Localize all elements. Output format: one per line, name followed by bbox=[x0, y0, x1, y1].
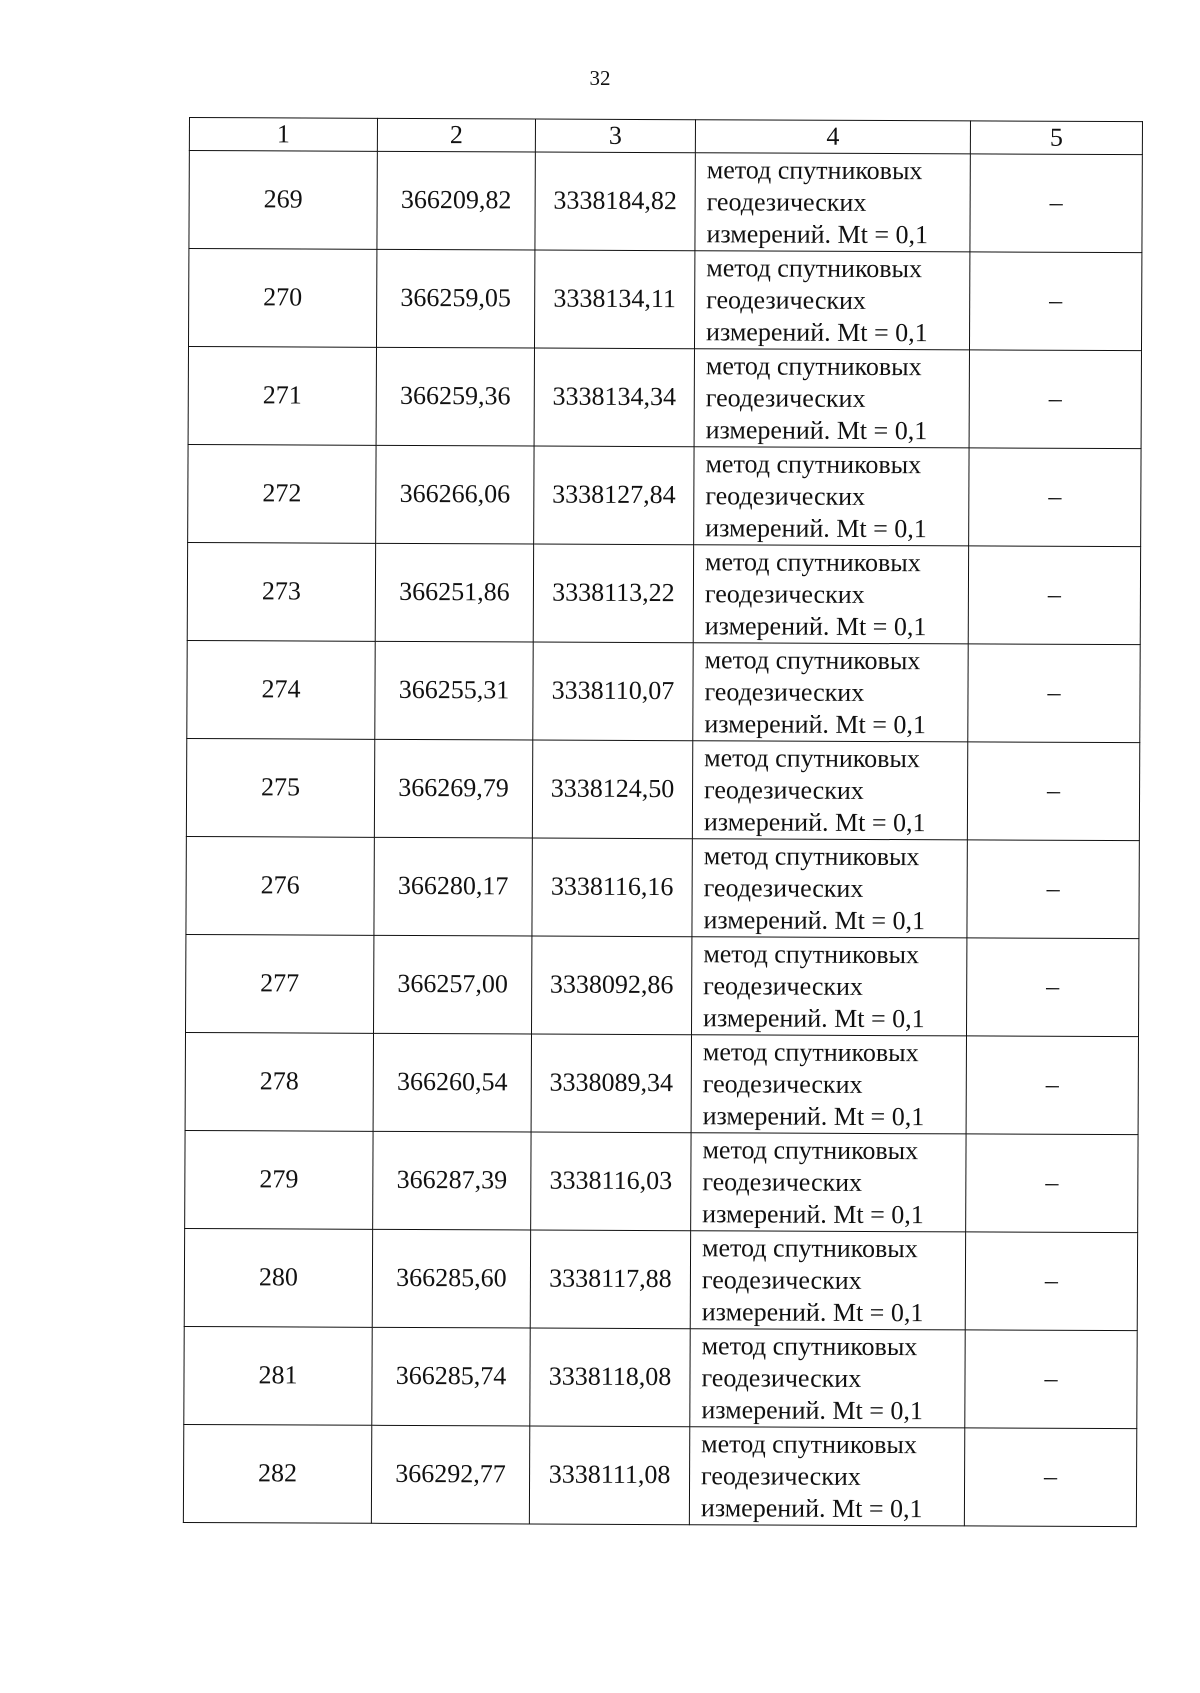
point-number-cell: 275 bbox=[186, 738, 374, 837]
method-line: метод спутниковых bbox=[705, 350, 922, 381]
method-line: геодезических bbox=[702, 1068, 863, 1099]
point-number-cell: 274 bbox=[187, 640, 375, 739]
note-cell: – bbox=[966, 1036, 1138, 1135]
note-cell: – bbox=[968, 644, 1140, 743]
table-row bbox=[184, 1326, 1137, 1428]
note-cell: – bbox=[966, 938, 1138, 1037]
x-coordinate-cell: 366260,54 bbox=[373, 1033, 531, 1132]
table-row bbox=[183, 1424, 1136, 1526]
y-coordinate-cell: 3338124,50 bbox=[532, 740, 692, 839]
method-cell bbox=[689, 1427, 964, 1526]
y-coordinate-cell: 3338117,88 bbox=[530, 1230, 690, 1329]
x-coordinate-cell: 366259,05 bbox=[376, 249, 534, 348]
method-cell bbox=[694, 251, 969, 350]
point-number-cell: 277 bbox=[186, 934, 374, 1033]
table-row bbox=[186, 836, 1139, 938]
method-line: измерений. Mt = 0,1 bbox=[704, 708, 927, 739]
method-cell bbox=[693, 643, 968, 742]
note-cell: – bbox=[967, 742, 1139, 841]
table-row bbox=[186, 934, 1139, 1036]
method-line: геодезических bbox=[704, 774, 864, 805]
table-row bbox=[187, 640, 1140, 742]
table-row bbox=[186, 738, 1139, 840]
note-cell: – bbox=[968, 546, 1140, 645]
x-coordinate-cell: 366285,60 bbox=[372, 1229, 530, 1328]
x-coordinate-cell: 366257,00 bbox=[374, 935, 532, 1034]
x-coordinate-cell: 366280,17 bbox=[374, 837, 532, 936]
method-line: метод спутниковых bbox=[706, 154, 923, 185]
method-line: измерений. Mt = 0,1 bbox=[704, 610, 927, 641]
method-cell bbox=[693, 545, 968, 644]
note-cell: – bbox=[966, 1134, 1138, 1233]
table-row bbox=[184, 1228, 1137, 1330]
method-line: метод спутниковых bbox=[705, 448, 922, 479]
method-line: метод спутниковых bbox=[701, 1330, 918, 1361]
x-coordinate-cell: 366251,86 bbox=[375, 543, 533, 642]
note-cell: – bbox=[969, 350, 1141, 449]
table-body bbox=[183, 151, 1142, 1527]
method-line: измерений. Mt = 0,1 bbox=[706, 316, 928, 347]
method-line: геодезических bbox=[703, 970, 864, 1001]
point-number-cell: 276 bbox=[186, 836, 374, 935]
y-coordinate-cell: 3338092,86 bbox=[532, 936, 692, 1035]
header-row bbox=[189, 118, 1142, 155]
method-line: метод спутниковых bbox=[701, 1428, 917, 1459]
y-coordinate-cell: 3338134,34 bbox=[534, 348, 694, 447]
method-line: измерений. Mt = 0,1 bbox=[706, 218, 929, 249]
method-line: геодезических bbox=[701, 1264, 862, 1295]
method-line: измерений. Mt = 0,1 bbox=[702, 1100, 925, 1131]
point-number-cell: 282 bbox=[183, 1424, 371, 1523]
point-number-cell: 281 bbox=[184, 1326, 372, 1425]
method-line: измерений. Mt = 0,1 bbox=[700, 1492, 923, 1523]
y-coordinate-cell: 3338089,34 bbox=[531, 1034, 691, 1133]
method-line: измерений. Mt = 0,1 bbox=[701, 1394, 924, 1425]
method-line: измерений. Mt = 0,1 bbox=[703, 1002, 925, 1033]
y-coordinate-cell: 3338113,22 bbox=[533, 544, 693, 643]
y-coordinate-cell: 3338127,84 bbox=[534, 446, 694, 545]
method-cell bbox=[690, 1231, 965, 1330]
column-header-4: 4 bbox=[695, 120, 970, 154]
x-coordinate-cell: 366209,82 bbox=[377, 151, 535, 250]
y-coordinate-cell: 3338118,08 bbox=[530, 1328, 690, 1427]
method-cell bbox=[695, 153, 970, 252]
point-number-cell: 270 bbox=[188, 249, 376, 348]
method-cell bbox=[692, 839, 967, 938]
page-number: 32 bbox=[589, 66, 611, 90]
table-row bbox=[188, 347, 1141, 449]
table-row bbox=[185, 1032, 1138, 1134]
table-row bbox=[187, 542, 1140, 644]
method-line: геодезических bbox=[706, 186, 867, 217]
y-coordinate-cell: 3338111,08 bbox=[529, 1426, 689, 1525]
method-line: геодезических bbox=[705, 382, 866, 413]
method-line: метод спутниковых bbox=[705, 546, 921, 577]
x-coordinate-cell: 366259,36 bbox=[376, 347, 534, 446]
method-cell bbox=[692, 937, 967, 1036]
method-line: метод спутниковых bbox=[704, 644, 921, 675]
x-coordinate-cell: 366269,79 bbox=[374, 739, 532, 838]
y-coordinate-cell: 3338134,11 bbox=[534, 250, 694, 349]
method-line: геодезических bbox=[701, 1460, 861, 1491]
table-row bbox=[188, 444, 1141, 546]
x-coordinate-cell: 366292,77 bbox=[371, 1425, 529, 1524]
point-number-cell: 280 bbox=[184, 1228, 372, 1327]
note-cell: – bbox=[964, 1428, 1136, 1527]
table-row bbox=[188, 249, 1141, 351]
point-number-cell: 273 bbox=[187, 542, 375, 641]
method-line: геодезических bbox=[705, 480, 866, 511]
point-number-cell: 269 bbox=[189, 151, 377, 250]
method-line: геодезических bbox=[701, 1362, 862, 1393]
table-row bbox=[189, 151, 1142, 253]
method-line: измерений. Mt = 0,1 bbox=[705, 414, 928, 445]
column-header-3: 3 bbox=[535, 119, 695, 153]
note-cell: – bbox=[967, 840, 1139, 939]
method-line: метод спутниковых bbox=[702, 1036, 919, 1067]
method-line: метод спутниковых bbox=[706, 252, 923, 283]
method-line: геодезических bbox=[702, 1166, 863, 1197]
note-cell: – bbox=[969, 448, 1141, 547]
note-cell: – bbox=[965, 1330, 1137, 1429]
note-cell: – bbox=[969, 252, 1141, 351]
point-number-cell: 272 bbox=[188, 444, 376, 543]
method-line: геодезических bbox=[704, 578, 865, 609]
column-header-1: 1 bbox=[189, 118, 377, 152]
method-line: метод спутниковых bbox=[702, 1134, 919, 1165]
method-line: геодезических bbox=[703, 872, 864, 903]
note-cell: – bbox=[970, 154, 1142, 253]
method-cell bbox=[694, 447, 969, 546]
method-line: метод спутниковых bbox=[704, 742, 920, 773]
x-coordinate-cell: 366255,31 bbox=[375, 641, 533, 740]
y-coordinate-cell: 3338116,16 bbox=[532, 838, 692, 937]
method-line: геодезических bbox=[704, 676, 865, 707]
method-line: измерений. Mt = 0,1 bbox=[702, 1198, 924, 1229]
method-line: измерений. Mt = 0,1 bbox=[705, 512, 927, 543]
y-coordinate-cell: 3338110,07 bbox=[533, 642, 693, 741]
y-coordinate-cell: 3338184,82 bbox=[535, 152, 695, 251]
method-line: метод спутниковых bbox=[702, 1232, 918, 1263]
x-coordinate-cell: 366287,39 bbox=[373, 1131, 531, 1230]
note-cell: – bbox=[965, 1232, 1137, 1331]
table-row bbox=[185, 1130, 1138, 1232]
method-cell bbox=[691, 1133, 966, 1232]
method-line: метод спутниковых bbox=[703, 840, 920, 871]
method-cell bbox=[694, 349, 969, 448]
method-line: метод спутниковых bbox=[703, 938, 920, 969]
x-coordinate-cell: 366266,06 bbox=[376, 445, 534, 544]
point-number-cell: 278 bbox=[185, 1032, 373, 1131]
method-line: измерений. Mt = 0,1 bbox=[703, 806, 926, 837]
column-header-5: 5 bbox=[970, 121, 1142, 155]
method-cell bbox=[691, 1035, 966, 1134]
x-coordinate-cell: 366285,74 bbox=[372, 1327, 530, 1426]
y-coordinate-cell: 3338116,03 bbox=[531, 1132, 691, 1231]
table-header bbox=[189, 118, 1142, 155]
method-line: измерений. Mt = 0,1 bbox=[701, 1296, 924, 1327]
coordinates-table bbox=[183, 117, 1143, 1527]
method-line: геодезических bbox=[706, 284, 867, 315]
method-cell bbox=[692, 741, 967, 840]
method-line: измерений. Mt = 0,1 bbox=[703, 904, 926, 935]
column-header-2: 2 bbox=[377, 118, 535, 152]
point-number-cell: 271 bbox=[188, 347, 376, 446]
point-number-cell: 279 bbox=[185, 1130, 373, 1229]
method-cell bbox=[690, 1329, 965, 1428]
